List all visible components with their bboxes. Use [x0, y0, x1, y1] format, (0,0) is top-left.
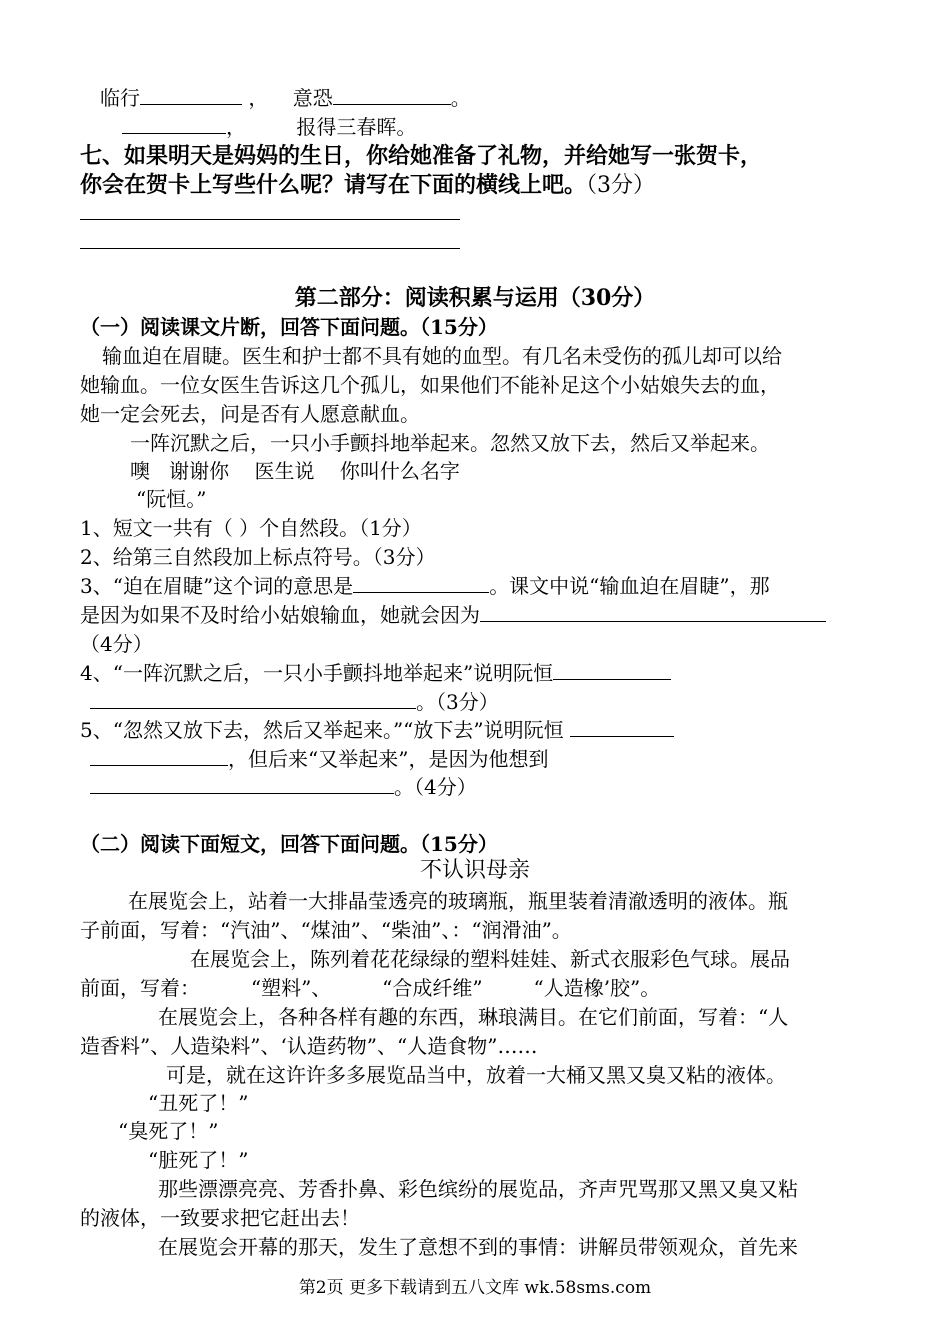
story-line: 造香料”、人造染料”、‘认造药物”、“人造食物”……	[80, 1034, 538, 1058]
blank[interactable]	[333, 84, 451, 105]
story-line: 在展览会开幕的那天，发生了意想不到的事情：讲解员带领观众，首先来	[158, 1235, 798, 1259]
question-3-cont: 是因为如果不及时给小姑娘输血，她就会因为	[80, 601, 826, 629]
q7-line-1: 七、如果明天是妈妈的生日，你给她准备了礼物，并给她写一张贺卡，	[80, 143, 763, 169]
question-4: 4、“一阵沉默之后，一只小手颤抖地举起来”说明阮恒	[80, 659, 671, 687]
question-1: 1、短文一共有（ ）个自然段。（1分）	[80, 516, 422, 540]
blank[interactable]	[90, 745, 228, 766]
blank[interactable]	[480, 601, 826, 622]
blank[interactable]	[90, 773, 394, 794]
q7-line-2: 你会在贺卡上写些什么呢？请写在下面的横线上吧。（3分）	[80, 172, 656, 198]
story-line: 可是，就在这许许多多展览品当中，放着一大桶又黑又臭又粘的液体。	[166, 1063, 786, 1087]
question-2: 2、给第三自然段加上标点符号。（3分）	[80, 545, 436, 569]
answer-line[interactable]	[80, 219, 460, 220]
question-3: 3、“迫在眉睫”这个词的意思是 。课文中说“输血迫在眉睫”，那	[80, 574, 770, 598]
story-line: “脏死了！”	[148, 1148, 249, 1172]
story-line: 子前面，写着：“汽油”、“煤油”、“柴油”、：“润滑油”。	[80, 918, 572, 942]
section2-heading: （二）阅读下面短文，回答下面问题。（15分）	[80, 832, 498, 856]
story-line: 前面，写着： “塑料”、 “合成纤维” “人造橡’胶”。	[80, 976, 661, 1000]
blank[interactable]	[122, 113, 226, 134]
story-line: 在展览会上，各种各样有趣的东西，琳琅满目。在它们前面，写着：“人	[158, 1005, 789, 1029]
question-5-cont-2: 。（4分）	[90, 773, 477, 801]
question-5-cont: ，但后来“又举起来”，是因为他想到	[90, 745, 548, 773]
answer-line[interactable]	[80, 248, 460, 249]
part2-title: 第二部分：阅读积累与运用（30分）	[294, 285, 656, 311]
blank[interactable]	[90, 688, 416, 709]
passage-line: 一阵沉默之后，一只小手颤抖地举起来。忽然又放下去，然后又举起来。	[130, 431, 770, 455]
story-line: “臭死了！”	[118, 1119, 219, 1143]
blank[interactable]	[140, 84, 242, 105]
poem-fill-line-1: 临行 ， 意恐 。	[100, 86, 471, 110]
page-footer: 第2页 更多下载请到五八文库 wk.58sms.com	[298, 1278, 652, 1298]
blank[interactable]	[353, 572, 489, 593]
question-5: 5、“忽然又放下去，然后又举起来。”“放下去”说明阮恒	[80, 716, 674, 744]
passage-line: 输血迫在眉睫。医生和护士都不具有她的血型。有几名未受伤的孤儿却可以给	[102, 344, 782, 368]
blank[interactable]	[553, 659, 671, 680]
story-line: 在展览会上，陈列着花花绿绿的塑料娃娃、新式衣服彩色气球。展品	[190, 947, 790, 971]
blank[interactable]	[570, 716, 674, 737]
question-4-cont: 。（3分）	[90, 688, 499, 716]
section1-heading: （一）阅读课文片断，回答下面问题。（15分）	[80, 315, 498, 339]
story-line: 那些漂漂亮亮、芳香扑鼻、彩色缤纷的展览品，齐声咒骂那又黑又臭又粘	[158, 1177, 798, 1201]
passage-line: 噢 谢谢你 医生说 你叫什么名字	[130, 459, 460, 483]
story-line: 的液体，一致要求把它赶出去！	[80, 1206, 360, 1230]
story-line: “丑死了！”	[148, 1091, 249, 1115]
passage-line: “阮恒。”	[136, 487, 207, 511]
question-3-score: （4分）	[80, 632, 153, 656]
passage-line: 她输血。一位女医生告诉这几个孤儿，如果他们不能补足这个小姑娘失去的血，	[80, 373, 780, 397]
story-line: 在展览会上，站着一大排晶莹透亮的玻璃瓶，瓶里装着清澈透明的液体。瓶	[128, 889, 788, 913]
story-title: 不认识母亲	[419, 858, 530, 883]
passage-line: 她一定会死去，问是否有人愿意献血。	[80, 402, 420, 426]
poem-fill-line-2: ， 报得三春晖。	[122, 113, 416, 141]
